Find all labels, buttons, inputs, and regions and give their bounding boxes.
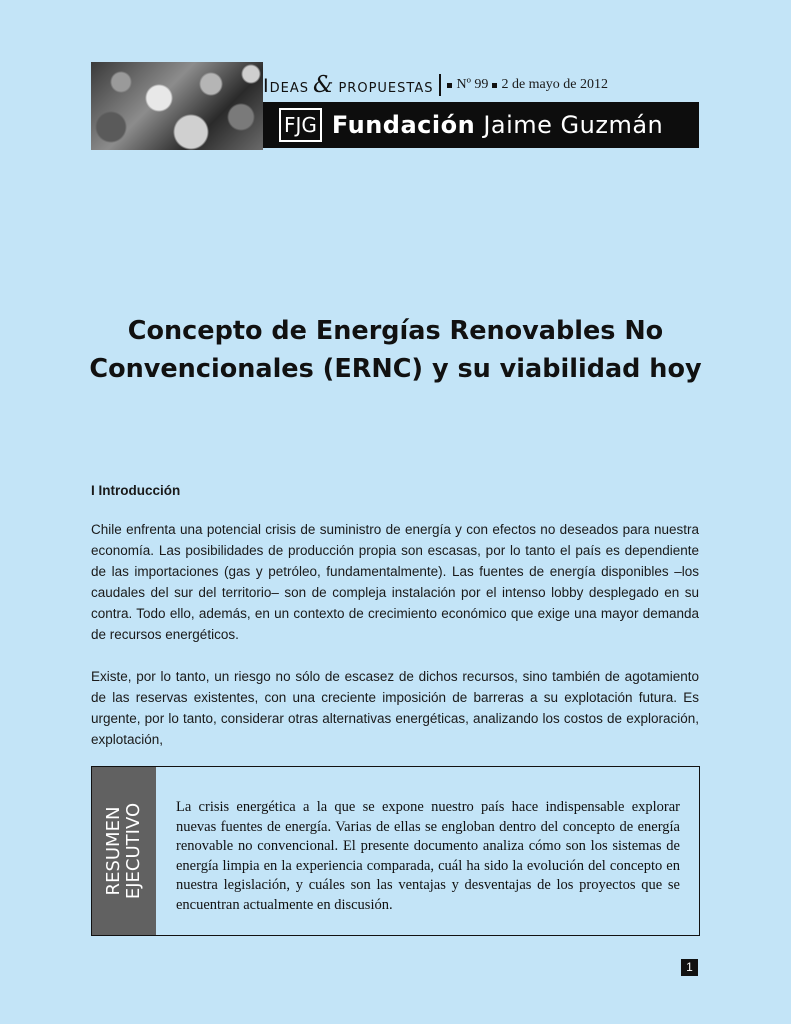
summary-side-panel	[92, 767, 156, 935]
document-title	[60, 312, 731, 388]
summary-label-line-2: EJECUTIVO	[123, 802, 144, 900]
title-line-1: Concepto de Energías Renovables No	[127, 316, 664, 346]
masthead-photo	[91, 62, 263, 150]
bullet-square-icon	[492, 83, 497, 88]
org-name	[332, 111, 663, 139]
executive-summary-box	[91, 766, 700, 936]
page-number: 1	[681, 959, 698, 976]
org-bar	[263, 102, 699, 148]
divider	[439, 74, 441, 96]
org-name-bold: Fundación	[331, 111, 476, 139]
series-word-propuestas: propuestas	[338, 75, 434, 97]
section-heading: I Introducción	[91, 483, 181, 498]
series-line	[263, 72, 699, 98]
summary-label	[104, 803, 144, 899]
title-line-2: Convencionales (ERNC) y su viabilidad hoy	[89, 354, 702, 384]
masthead	[91, 62, 699, 150]
issue-number: Nº 99	[456, 77, 489, 92]
series-title	[263, 72, 433, 98]
series-ampersand: &	[312, 72, 335, 98]
series-word-ideas: Ideas	[263, 75, 309, 97]
issue-meta	[447, 77, 607, 93]
org-name-rest: Jaime Guzmán	[483, 111, 664, 139]
summary-text: La crisis energética a la que se expone nuestro país hace indispensable explorar nuevas fuentes de energía. Varias de ellas se engloban dentro del concepto de energía renovable no convencional. El presente documento analiza cómo son los sistemas de energía limpia en la experiencia comparada, cuál ha sido la evolución del concepto en nuestra legislación, y cuáles son las ventajas y desventajas de los proyectos que se encuentran actualmente en discusión.	[176, 799, 680, 913]
paragraph: Existe, por lo tanto, un riesgo no sólo de escasez de dichos recursos, sino también de agotamiento de las reservas existentes, con una creciente imposición de barreras a su explotación futura. Es urgente, por lo tanto, considerar otras alternativas energéticas, analizando los costos de exploración, explotación,	[91, 669, 699, 747]
summary-label-line-1: RESUMEN	[103, 806, 124, 896]
paragraph: Chile enfrenta una potencial crisis de suministro de energía y con efectos no deseados para nuestra economía. Las posibilidades de producción propia son escasas, por lo tanto el país es dependiente de las importaciones (gas y petróleo, fundamentalmente). Las fuentes de energía disponibles –los caudales del sur del territorio– son de compleja instalación por el intenso lobby desplegado en su contra. Todo ello, además, en un contexto de crecimiento económico que exige una mayor demanda de recursos energéticos.	[91, 522, 699, 642]
fjg-logo: FJG	[279, 108, 322, 142]
bullet-square-icon	[447, 83, 452, 88]
issue-date: 2 de mayo de 2012	[501, 77, 608, 92]
